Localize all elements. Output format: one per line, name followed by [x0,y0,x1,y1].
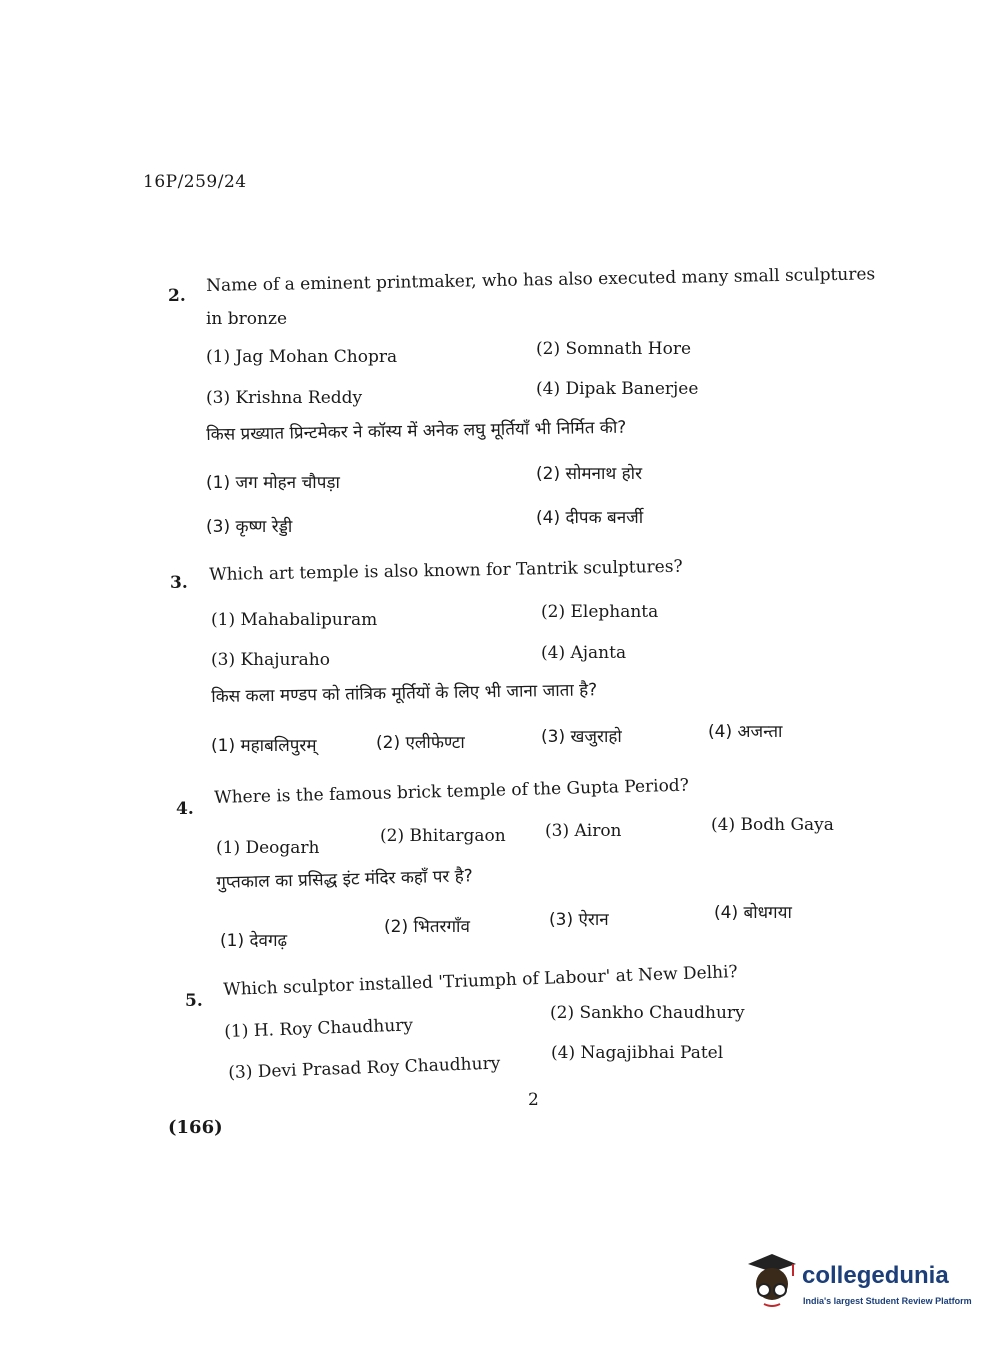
question-2-option-4: (4) Dipak Banerjee [536,379,699,399]
question-3-option-4: (4) Ajanta [541,643,627,663]
question-2-text-line1: Name of a eminent printmaker, who has also executed many small sculptures [206,264,876,296]
mascot-icon [742,1250,802,1312]
question-4-hindi-option-4: (4) बोधगया [714,903,792,923]
question-2-hindi-option-4: (4) दीपक बनर्जी [536,508,644,528]
question-5-option-1: (1) H. Roy Chaudhury [224,1015,414,1042]
question-3-option-3: (3) Khajuraho [211,650,330,670]
question-5-option-2: (2) Sankho Chaudhury [550,1003,745,1023]
question-5-number: 5. [185,991,203,1011]
question-2-option-1: (1) Jag Mohan Chopra [206,347,398,367]
page-number: 2 [528,1090,539,1110]
question-3-number: 3. [170,573,188,593]
brand-name: collegedunia [802,1262,949,1289]
question-3-hindi-option-1: (1) महाबलिपुरम् [211,736,317,756]
question-2-option-2: (2) Somnath Hore [536,339,692,359]
question-2-hindi-option-2: (2) सोमनाथ होर [536,464,643,484]
question-3-hindi-text: किस कला मण्डप को तांत्रिक मूर्तियों के लिए भी जाना जाता है? [211,680,598,707]
question-4-option-3: (3) Airon [545,821,622,841]
question-4-text: Where is the famous brick temple of the Gupta Period? [214,775,690,808]
question-3-hindi-option-2: (2) एलीफेण्टा [376,733,465,753]
question-2-option-3: (3) Krishna Reddy [206,388,363,408]
question-2-hindi-option-3: (3) कृष्ण रेड्डी [206,517,293,537]
question-4-hindi-text: गुप्तकाल का प्रसिद्ध इंट मंदिर कहाँ पर है? [216,866,474,893]
question-4-hindi-option-1: (1) देवगढ़ [220,931,288,951]
footer-code: (166) [168,1117,223,1138]
question-3-hindi-option-4: (4) अजन्ता [708,722,783,742]
question-4-hindi-option-3: (3) ऐरान [549,910,609,930]
question-3-hindi-option-3: (3) खजुराहो [541,727,622,747]
question-3-text: Which art temple is also known for Tantrik sculptures? [209,556,683,585]
question-5-option-4: (4) Nagajibhai Patel [551,1043,724,1063]
question-2-hindi-option-1: (1) जग मोहन चौपड़ा [206,473,340,493]
question-4-hindi-option-2: (2) भितरगाँव [384,917,470,937]
question-4-number: 4. [176,799,194,819]
question-5-text: Which sculptor installed 'Triumph of Labour' at New Delhi? [223,962,738,1000]
brand-tagline: India's largest Student Review Platform [803,1296,972,1306]
question-3-option-1: (1) Mahabalipuram [211,610,378,630]
question-4-option-2: (2) Bhitargaon [380,826,506,846]
question-2-hindi-text: किस प्रख्यात प्रिन्टमेकर ने कॉस्य में अनेक लघु मूर्तियाँ भी निर्मित की? [206,417,627,445]
question-3-option-2: (2) Elephanta [541,602,659,622]
question-2-text-line2: in bronze [206,309,287,329]
question-5-option-3: (3) Devi Prasad Roy Chaudhury [228,1053,501,1083]
paper-code: 16P/259/24 [143,172,247,192]
question-4-option-4: (4) Bodh Gaya [711,815,834,835]
question-2-number: 2. [168,286,186,306]
question-4-option-1: (1) Deogarh [216,838,320,858]
